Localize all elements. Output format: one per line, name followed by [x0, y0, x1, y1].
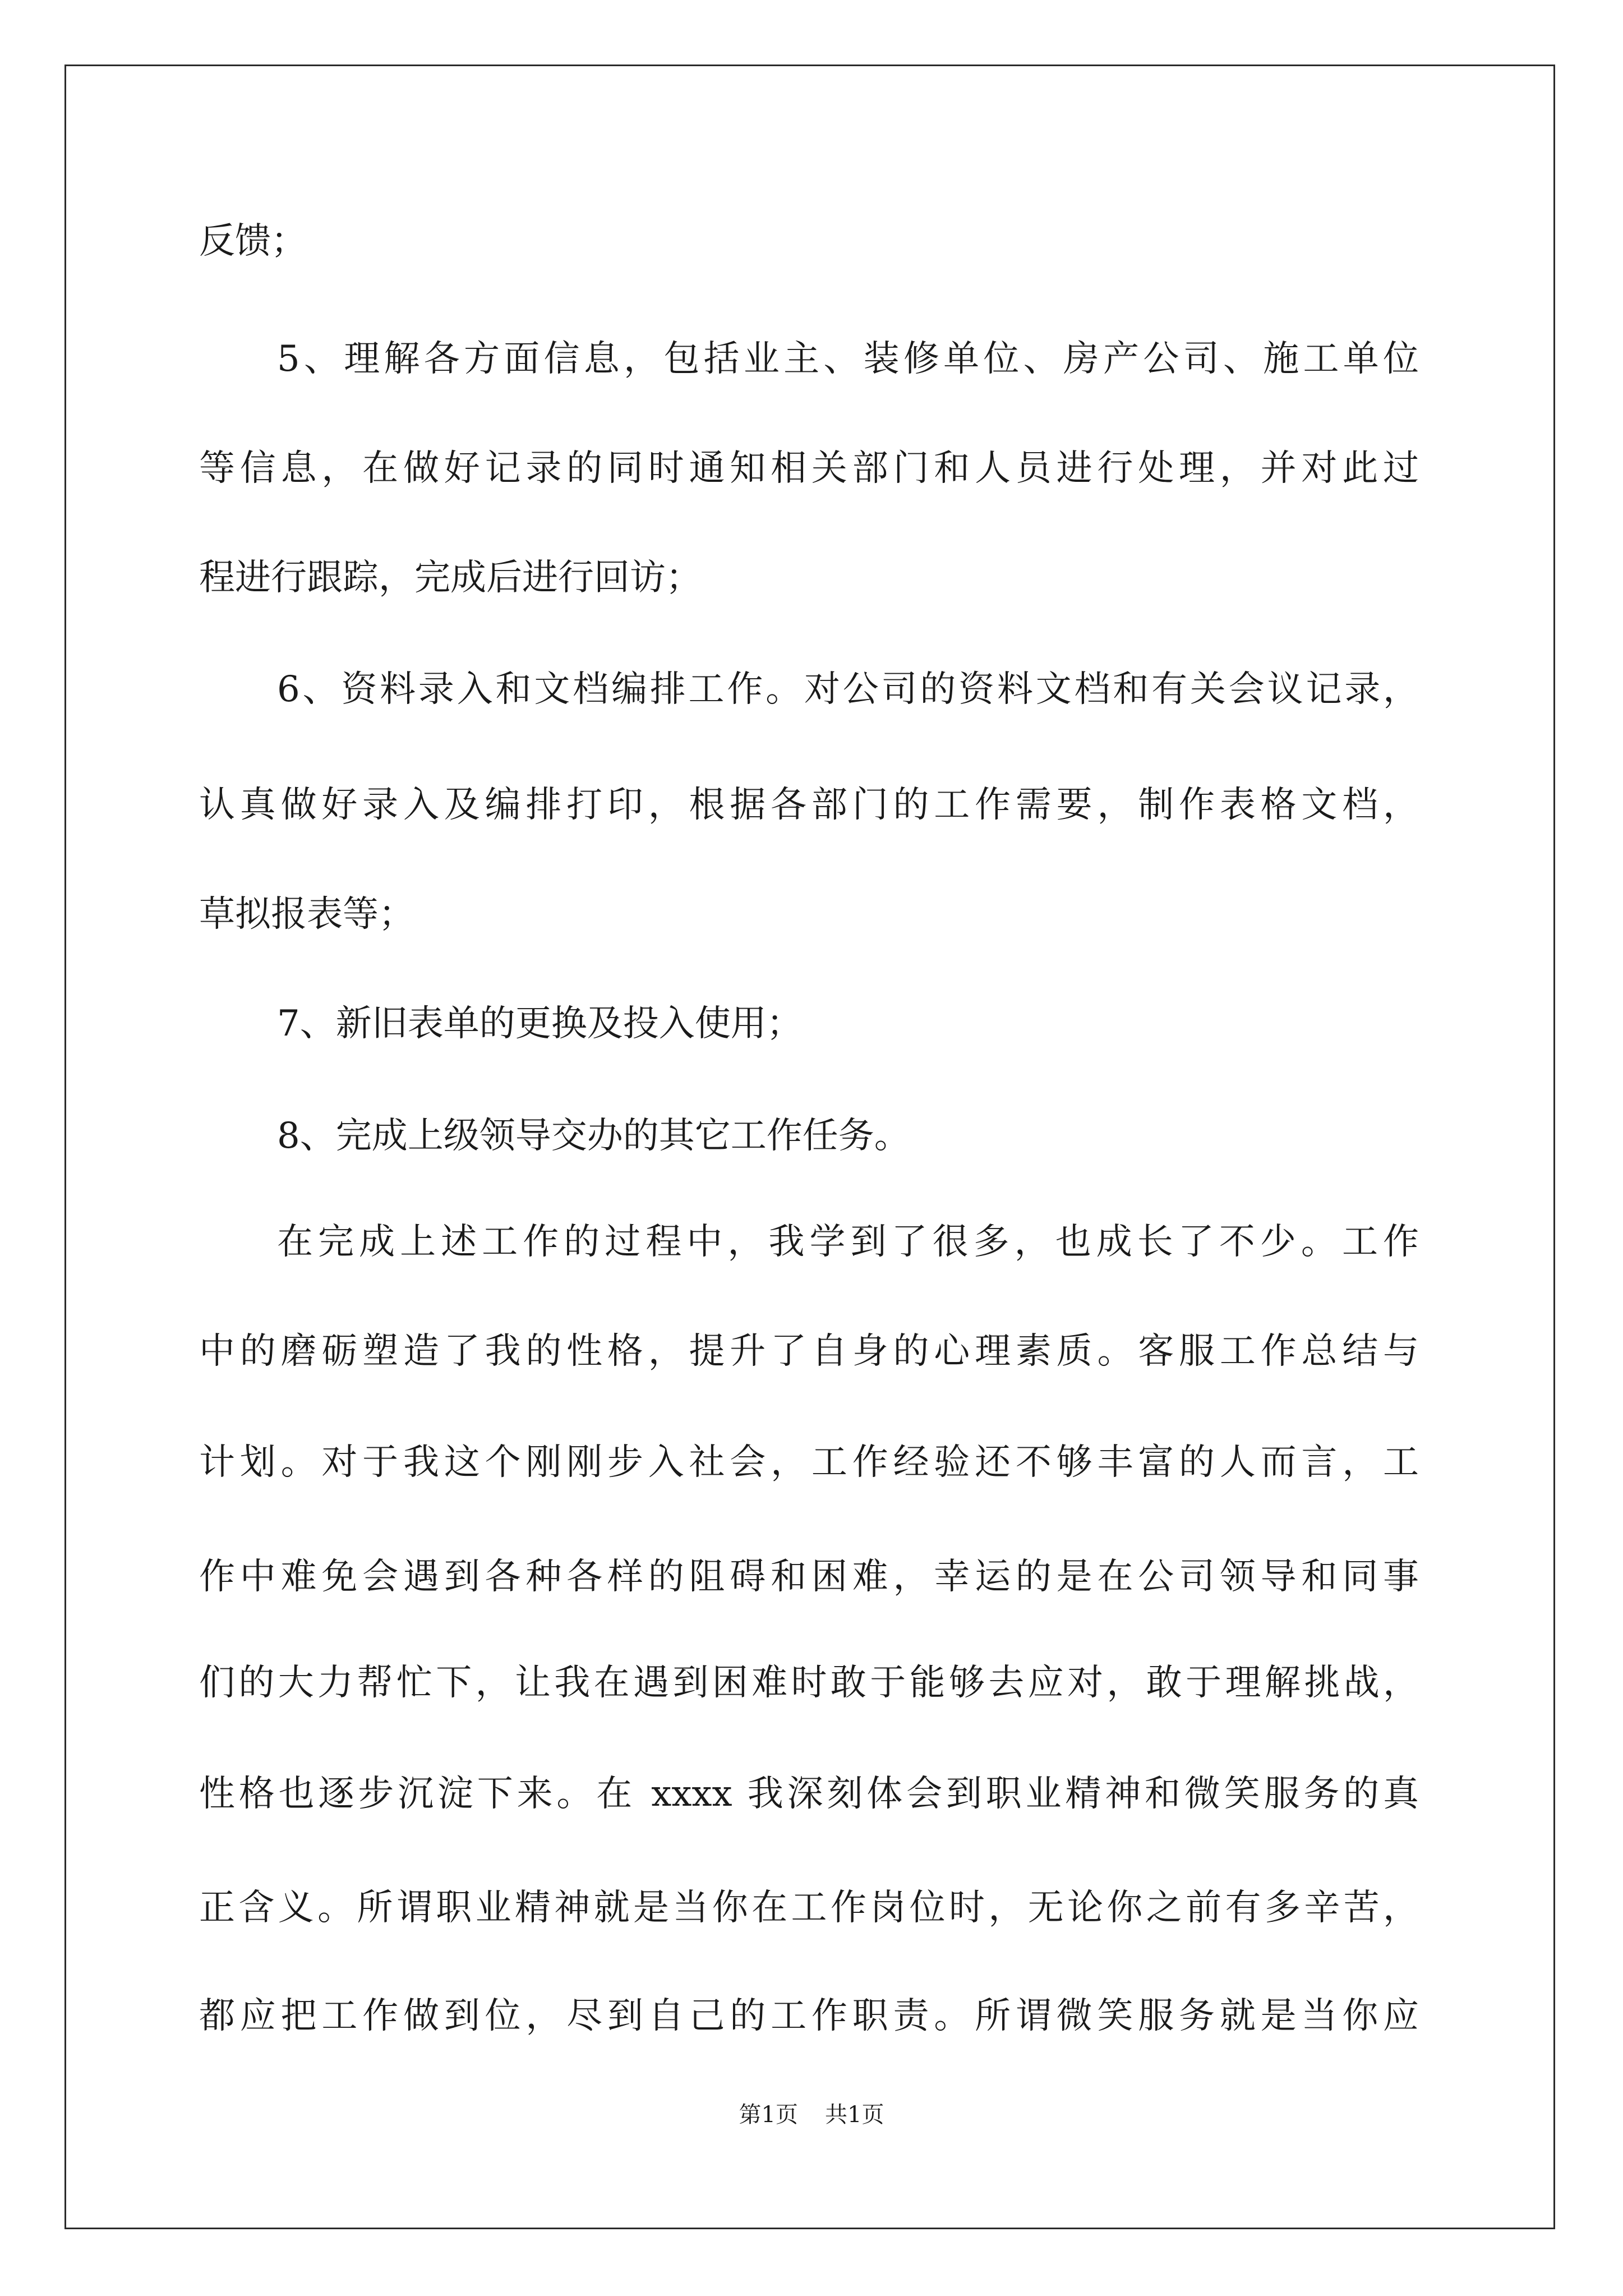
text-line: 性格也逐步沉淀下来。在 xxxx 我深刻体会到职业精神和微笑服务的真	[199, 1773, 1419, 1815]
page-number: 第1页	[739, 2102, 798, 2128]
text-line: 们的大力帮忙下，让我在遇到困难时敢于能够去应对，敢于理解挑战，	[199, 1662, 1419, 1704]
text-line: 认真做好录入及编排打印，根据各部门的工作需要，制作表格文档，	[199, 784, 1419, 826]
text-line: 6、资料录入和文档编排工作。对公司的资料文档和有关会议记录，	[277, 669, 1419, 710]
text-line: 程进行跟踪，完成后进行回访；	[199, 557, 702, 599]
text-line: 等信息，在做好记录的同时通知相关部门和人员进行处理，并对此过	[199, 448, 1419, 489]
text-line: 作中难免会遇到各种各样的阻碍和困难，幸运的是在公司领导和同事	[199, 1556, 1419, 1598]
text-line: 反馈；	[199, 220, 307, 262]
text-line: 8、完成上级领导交办的其它工作任务。	[277, 1115, 910, 1157]
text-line: 计划。对于我这个刚刚步入社会，工作经验还不够丰富的人而言，工	[199, 1442, 1419, 1483]
text-line: 在完成上述工作的过程中，我学到了很多，也成长了不少。工作	[277, 1221, 1419, 1263]
text-line: 草拟报表等；	[199, 894, 414, 935]
page-footer	[0, 2098, 1623, 2132]
text-line: 中的磨砺塑造了我的性格，提升了自身的心理素质。客服工作总结与	[199, 1331, 1419, 1372]
text-line: 正含义。所谓职业精神就是当你在工作岗位时，无论你之前有多辛苦，	[199, 1887, 1419, 1929]
text-line: 7、新旧表单的更换及投入使用；	[277, 1003, 803, 1045]
page-total: 共1页	[825, 2102, 884, 2128]
text-line: 都应把工作做到位，尽到自己的工作职责。所谓微笑服务就是当你应	[199, 1995, 1419, 2037]
text-line: 5、理解各方面信息，包括业主、装修单位、房产公司、施工单位	[277, 338, 1419, 380]
